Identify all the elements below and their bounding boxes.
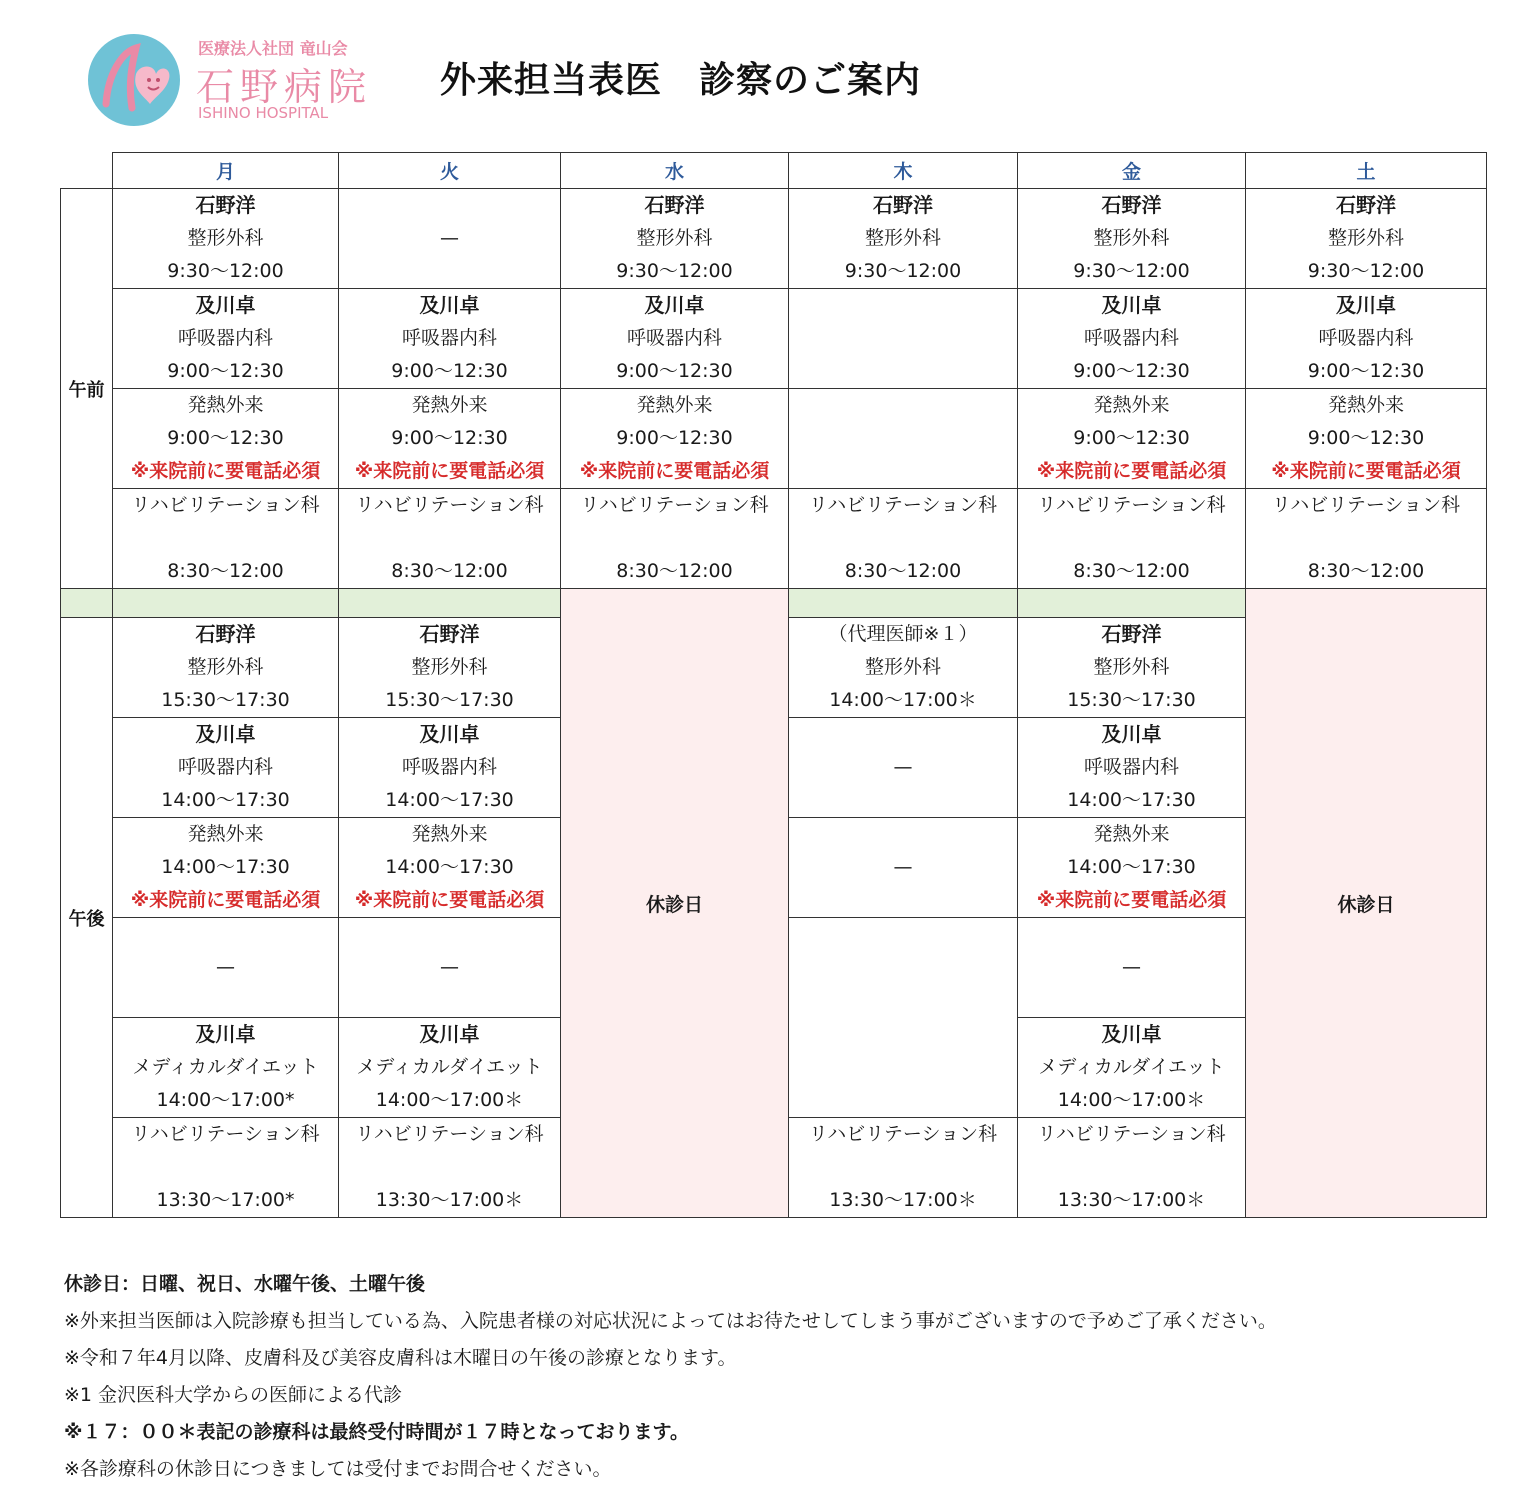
am-fever-tue [339, 389, 561, 489]
hours: 14:00〜17:30 [1067, 789, 1196, 811]
am-resp-mon [113, 289, 339, 389]
department: 発熱外来 [1093, 394, 1170, 416]
department: リハビリテーション科 [808, 494, 998, 516]
doctor-name: 及川卓 [195, 1022, 256, 1046]
lunch-gap-row [61, 589, 1487, 618]
department: リハビリテーション科 [355, 494, 544, 516]
table-corner [61, 153, 113, 189]
hours: 9:30〜12:00 [616, 260, 733, 282]
hours: 13:30〜17:00＊ [1057, 1189, 1206, 1211]
note-inquiry: ※各診療科の休診日につきましては受付までお問合せください。 [64, 1458, 612, 1480]
pm-rehab-thu [789, 1118, 1018, 1218]
doctor-name: 石野洋 [195, 622, 256, 646]
hours: 13:30〜17:00＊ [375, 1189, 524, 1211]
doctor-name: 及川卓 [1101, 1022, 1162, 1046]
department: リハビリテーション科 [355, 1123, 544, 1145]
department: 呼吸器内科 [177, 327, 273, 349]
am-resp-thu-empty [789, 289, 1018, 389]
day-header-mon: 月 [113, 153, 339, 189]
department: リハビリテーション科 [808, 1123, 998, 1145]
am-row [61, 389, 1487, 489]
department: 整形外科 [187, 227, 264, 249]
day-header-row [61, 153, 1487, 189]
day-header-fri: 金 [1018, 153, 1246, 189]
department: リハビリテーション科 [1271, 494, 1461, 516]
doctor-name: 石野洋 [1101, 193, 1162, 217]
am-row [61, 289, 1487, 389]
pm-ortho-mon [113, 618, 339, 718]
no-clinic-dash: — [1122, 956, 1141, 978]
hours: 15:30〜17:30 [1067, 689, 1196, 711]
department: 呼吸器内科 [1083, 756, 1179, 778]
pm-resp-mon [113, 718, 339, 818]
no-clinic-dash: — [893, 756, 913, 778]
department: 発熱外来 [636, 394, 713, 416]
hours: 8:30〜12:00 [1073, 560, 1190, 582]
hours: 8:30〜12:00 [844, 560, 962, 582]
logo-emblem-icon [88, 34, 180, 126]
am-ortho-mon [113, 189, 339, 289]
am-row [61, 189, 1487, 289]
department: メディカルダイエット [132, 1056, 319, 1078]
hours: 13:30〜17:00＊ [829, 1189, 977, 1211]
pm-rehab-mon [113, 1118, 339, 1218]
no-clinic-dash: — [893, 856, 913, 878]
am-rehab-thu [789, 489, 1018, 589]
pm-diet-fri [1018, 1018, 1246, 1118]
am-resp-fri [1018, 289, 1246, 389]
department: 発熱外来 [411, 823, 488, 845]
doctor-name: 及川卓 [1336, 293, 1396, 317]
department: メディカルダイエット [356, 1056, 543, 1078]
pm-ortho-tue [339, 618, 561, 718]
department: 発熱外来 [411, 394, 488, 416]
hours: 14:00〜17:00* [156, 1089, 295, 1111]
department: 呼吸器内科 [401, 327, 497, 349]
substitute-doctor: （代理医師※１） [828, 623, 978, 645]
notes-section [64, 1266, 1504, 1488]
department: リハビリテーション科 [131, 1123, 320, 1145]
pm-rehab-tue [339, 1118, 561, 1218]
hours: 15:30〜17:30 [161, 689, 290, 711]
hours: 13:30〜17:00* [156, 1189, 295, 1211]
pm-diet-thu-empty [789, 918, 1018, 1118]
pm-ortho-fri [1018, 618, 1246, 718]
pm-blank-mon [113, 918, 339, 1018]
hours: 9:00〜12:30 [1307, 360, 1425, 382]
hours: 9:00〜12:30 [1073, 360, 1190, 382]
hours: 8:30〜12:00 [616, 560, 733, 582]
department: 整形外科 [1093, 656, 1170, 678]
hours: 14:00〜17:30 [161, 856, 290, 878]
no-clinic-dash: — [216, 956, 235, 978]
department: 整形外科 [864, 227, 941, 249]
hours: 9:30〜12:00 [1307, 260, 1425, 282]
am-fever-mon [113, 389, 339, 489]
hours: 14:00〜17:00＊ [1057, 1089, 1206, 1111]
gap-cell [113, 589, 339, 618]
department: リハビリテーション科 [1037, 1123, 1226, 1145]
am-fever-fri [1018, 389, 1246, 489]
doctor-name: 石野洋 [1101, 622, 1162, 646]
period-pm: 午後 [61, 618, 113, 1218]
department: 整形外科 [411, 656, 488, 678]
hours: 9:30〜12:00 [1073, 260, 1190, 282]
pm-resp-fri [1018, 718, 1246, 818]
hours: 9:00〜12:30 [167, 427, 284, 449]
schedule-table [60, 152, 1487, 1218]
closed-sat-pm: 休診日 [1246, 589, 1487, 1218]
pm-ortho-thu [789, 618, 1018, 718]
period-am: 午前 [61, 189, 113, 589]
doctor-name: 及川卓 [1101, 293, 1162, 317]
am-resp-tue [339, 289, 561, 389]
department: 発熱外来 [187, 823, 264, 845]
hours: 9:00〜12:30 [167, 360, 284, 382]
am-ortho-thu [789, 189, 1018, 289]
am-ortho-fri [1018, 189, 1246, 289]
hours: 14:00〜17:00＊ [829, 689, 977, 711]
department: リハビリテーション科 [131, 494, 320, 516]
am-ortho-sat [1246, 189, 1487, 289]
hours: 9:00〜12:30 [391, 360, 508, 382]
page-title: 外来担当表医 診察のご案内 [440, 60, 922, 101]
am-row [61, 489, 1487, 589]
am-rehab-fri [1018, 489, 1246, 589]
hospital-name: 石野病院 [196, 65, 373, 109]
department: 発熱外来 [1327, 394, 1404, 416]
am-rehab-tue [339, 489, 561, 589]
department: 発熱外来 [187, 394, 264, 416]
note-dermatology: ※令和７年4月以降、皮膚科及び美容皮膚科は木曜日の午後の診療となります。 [64, 1347, 737, 1369]
am-ortho-wed [561, 189, 789, 289]
pm-resp-tue [339, 718, 561, 818]
am-rehab-mon [113, 489, 339, 589]
phone-required-warning: ※来院前に要電話必須 [1036, 889, 1227, 911]
hours: 14:00〜17:30 [385, 789, 514, 811]
department: 呼吸器内科 [401, 756, 497, 778]
phone-required-warning: ※来院前に要電話必須 [354, 889, 545, 911]
no-clinic-dash: — [440, 227, 459, 249]
hours: 9:30〜12:00 [167, 260, 284, 282]
hours: 9:00〜12:30 [616, 427, 733, 449]
doctor-name: 石野洋 [195, 193, 256, 217]
phone-required-warning: ※来院前に要電話必須 [1271, 460, 1461, 482]
am-fever-sat [1246, 389, 1487, 489]
doctor-name: 及川卓 [195, 293, 256, 317]
hours: 8:30〜12:00 [167, 560, 284, 582]
hours: 15:30〜17:30 [385, 689, 514, 711]
hours: 14:00〜17:00＊ [375, 1089, 524, 1111]
pm-resp-thu [789, 718, 1018, 818]
department: 整形外科 [187, 656, 264, 678]
phone-required-warning: ※来院前に要電話必須 [1036, 460, 1227, 482]
day-header-thu: 木 [789, 153, 1018, 189]
doctor-name: 及川卓 [195, 722, 256, 746]
gap-cell [789, 589, 1018, 618]
day-header-wed: 水 [561, 153, 789, 189]
hours: 14:00〜17:30 [385, 856, 514, 878]
doctor-name: 石野洋 [644, 193, 705, 217]
note-wait-time: ※外来担当医師は入院診療も担当している為、入院患者様の対応状況によってはお待たせしてしまう事がございますので予めご了承ください。 [64, 1310, 1277, 1332]
doctor-name: 及川卓 [1101, 722, 1162, 746]
doctor-name: 及川卓 [419, 722, 480, 746]
department: 整形外科 [1327, 227, 1404, 249]
pm-fever-tue [339, 818, 561, 918]
am-resp-sat [1246, 289, 1487, 389]
hours: 9:00〜12:30 [616, 360, 733, 382]
doctor-name: 石野洋 [1336, 193, 1396, 217]
pm-rehab-fri [1018, 1118, 1246, 1218]
phone-required-warning: ※来院前に要電話必須 [354, 460, 545, 482]
pm-blank-tue [339, 918, 561, 1018]
department: 呼吸器内科 [1083, 327, 1179, 349]
doctor-name: 及川卓 [419, 293, 480, 317]
phone-required-warning: ※来院前に要電話必須 [130, 889, 321, 911]
hours: 14:00〜17:30 [1067, 856, 1196, 878]
no-clinic-dash: — [440, 956, 459, 978]
am-fever-thu-empty [789, 389, 1018, 489]
pm-diet-tue [339, 1018, 561, 1118]
hospital-logo [88, 34, 388, 126]
closed-wed-pm: 休診日 [561, 589, 789, 1218]
phone-required-warning: ※来院前に要電話必須 [579, 460, 770, 482]
am-fever-wed [561, 389, 789, 489]
hours: 9:30〜12:00 [844, 260, 962, 282]
doctor-name: 石野洋 [419, 622, 480, 646]
am-ortho-tue [339, 189, 561, 289]
department: 呼吸器内科 [626, 327, 722, 349]
am-resp-wed [561, 289, 789, 389]
gap-cell [1018, 589, 1246, 618]
note-last-reception: ※１７：００＊表記の診療科は最終受付時間が１７時となっております。 [64, 1421, 689, 1443]
org-name: 医療法人社団 竜山会 [198, 39, 348, 58]
doctor-name: 及川卓 [419, 1022, 480, 1046]
department: 整形外科 [636, 227, 713, 249]
day-header-tue: 火 [339, 153, 561, 189]
department: 発熱外来 [1093, 823, 1170, 845]
hospital-name-en: ISHINO HOSPITAL [198, 104, 329, 122]
pm-blank-fri [1018, 918, 1246, 1018]
gap-cell [61, 589, 113, 618]
hours: 8:30〜12:00 [391, 560, 508, 582]
closed-days-note: 休診日：日曜、祝日、水曜午後、土曜午後 [64, 1273, 426, 1295]
hours: 14:00〜17:30 [161, 789, 290, 811]
gap-cell [339, 589, 561, 618]
pm-diet-mon [113, 1018, 339, 1118]
note-substitute: ※1 金沢医科大学からの医師による代診 [64, 1384, 403, 1406]
department: メディカルダイエット [1038, 1056, 1225, 1078]
pm-fever-fri [1018, 818, 1246, 918]
phone-required-warning: ※来院前に要電話必須 [130, 460, 321, 482]
doctor-name: 及川卓 [644, 293, 705, 317]
department: 整形外科 [1093, 227, 1170, 249]
pm-fever-mon [113, 818, 339, 918]
department: 呼吸器内科 [1318, 327, 1414, 349]
day-header-sat: 土 [1246, 153, 1487, 189]
hours: 9:00〜12:30 [1307, 427, 1425, 449]
hours: 9:00〜12:30 [1073, 427, 1190, 449]
department: 呼吸器内科 [177, 756, 273, 778]
pm-fever-thu [789, 818, 1018, 918]
department: 整形外科 [864, 656, 941, 678]
hours: 8:30〜12:00 [1307, 560, 1425, 582]
department: リハビリテーション科 [580, 494, 769, 516]
hours: 9:00〜12:30 [391, 427, 508, 449]
am-rehab-wed [561, 489, 789, 589]
doctor-name: 石野洋 [873, 193, 933, 217]
department: リハビリテーション科 [1037, 494, 1226, 516]
am-rehab-sat [1246, 489, 1487, 589]
